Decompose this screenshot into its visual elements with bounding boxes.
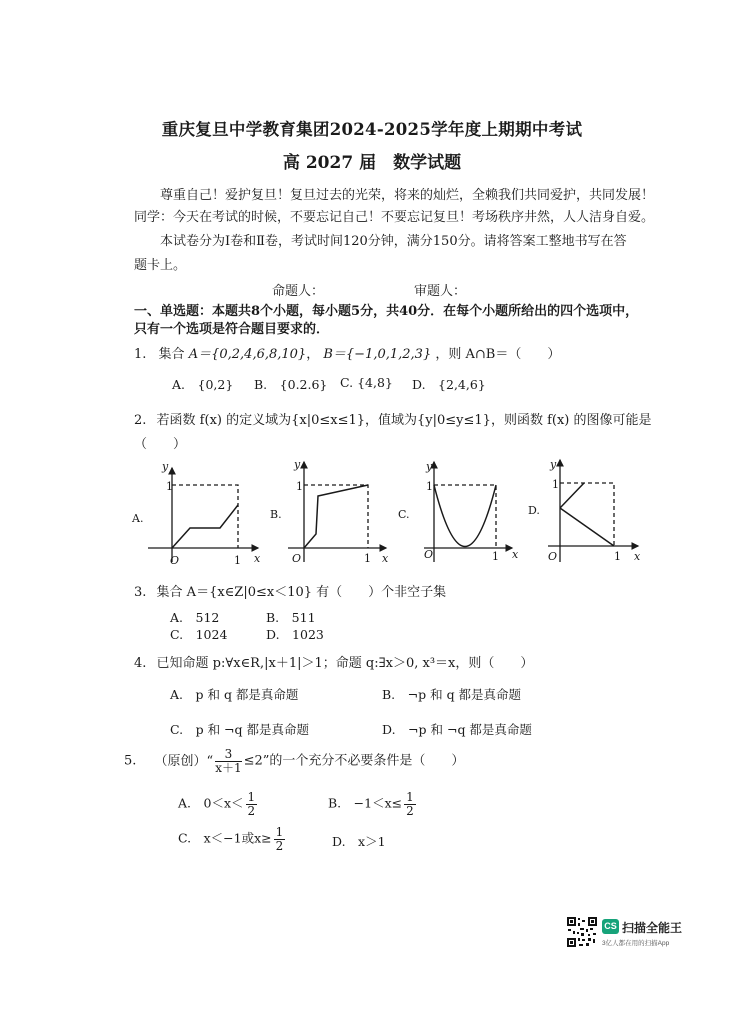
question-5-suffix: ≤2”的一个充分不必要条件是（ ） <box>243 753 465 769</box>
tick-label: 1 <box>614 550 621 563</box>
option-5b-text: B. −1＜x≤ <box>328 795 403 811</box>
scanner-tagline: 3亿人都在用的扫描App <box>602 940 670 947</box>
graph-c <box>424 462 512 562</box>
curve-b <box>304 485 368 548</box>
bound-box <box>304 485 368 548</box>
tick-label: 1 <box>234 554 241 567</box>
question-2-graphs <box>128 458 648 570</box>
question-2 <box>134 409 652 428</box>
curve-d-upper <box>560 483 584 508</box>
section-heading-line-2: 只有一个选项是符合题目要求的． <box>134 322 330 337</box>
graph-d-label: D. <box>528 504 540 517</box>
fraction <box>274 826 286 852</box>
tick-label: 1 <box>296 480 303 493</box>
question-5 <box>124 748 464 774</box>
fraction-denominator: x＋1 <box>215 760 242 775</box>
y-axis-label: y <box>426 460 433 473</box>
graph-b-label: B. <box>270 508 282 521</box>
option-1d: D. {2,4,6} <box>412 377 486 392</box>
intro-line-2: 同学：今天在考试的时候，不要忘记自己！不要忘记复旦！考场秩序井然，人人洁身自爱。 <box>134 210 655 225</box>
option-4d: D. ¬p 和 ¬q 都是真命题 <box>382 722 532 737</box>
setter-label: 命题人： <box>272 284 325 299</box>
question-3 <box>134 581 446 600</box>
origin-label: O <box>548 550 558 563</box>
question-4-text: 已知命题 p:∀x∈R,|x＋1|＞1；命题 q:∃x＞0, x³＝x，则（ ） <box>156 656 534 671</box>
exam-title: 重庆复旦中学教育集团2024-2025学年度上期期中考试 <box>161 120 583 139</box>
fraction <box>215 748 241 774</box>
graph-c-label: C. <box>398 508 410 521</box>
y-axis-label: y <box>162 460 169 473</box>
fraction <box>246 791 258 817</box>
graph-b <box>288 462 386 562</box>
option-3a: A. 512 <box>170 610 220 625</box>
question-2-text: 若函数 f(x) 的定义域为{x|0≤x≤1}，值域为{y|0≤y≤1}，则函数 f(x) 的图像可能是 <box>156 413 652 428</box>
question-1-ask: ，则 A∩B＝（ ） <box>435 347 561 362</box>
tick-label: 1 <box>166 480 173 493</box>
origin-label: O <box>170 554 180 567</box>
tick-label: 1 <box>492 550 499 563</box>
question-number: 1. <box>134 347 147 362</box>
question-1: 1. 集合 A＝{0,2,4,6,8,10}， B＝{−1,0,1,2,3} ，则 A∩B＝（ ） <box>134 347 561 362</box>
fraction-numerator: 3 <box>215 748 241 762</box>
question-3-text: 集合 A＝{x∈Z|0≤x＜10} 有（ ）个非空子集 <box>156 585 447 600</box>
x-axis-label: x <box>382 552 389 565</box>
option-5c-text: C. x＜−1或x≥ <box>178 830 272 846</box>
y-axis-label: y <box>294 458 301 471</box>
option-3b: B. 511 <box>266 610 316 625</box>
option-4a: A. p 和 q 都是真命题 <box>170 687 299 702</box>
question-4 <box>134 652 533 671</box>
option-5a <box>178 791 259 817</box>
graph-d <box>548 460 638 562</box>
option-5a-text: A. 0＜x＜ <box>178 795 244 811</box>
fraction-denominator: 2 <box>406 803 414 818</box>
graph-a <box>148 468 258 562</box>
tick-label: 1 <box>426 480 433 493</box>
fraction-denominator: 2 <box>275 838 284 853</box>
fraction-denominator: 2 <box>247 803 256 818</box>
option-1a: A. {0,2} <box>172 377 234 392</box>
x-axis-label: x <box>254 552 261 565</box>
question-1-label: 集合 <box>158 347 185 362</box>
logo-badge-text: CS <box>604 921 617 931</box>
graph-a-label: A. <box>132 512 144 525</box>
option-4c: C. p 和 ¬q 都是真命题 <box>170 722 309 737</box>
question-number: 3. <box>134 585 147 600</box>
fraction-numerator: 1 <box>247 790 256 804</box>
fraction-numerator: 1 <box>275 825 284 839</box>
intro-line-3: 本试卷分为Ⅰ卷和Ⅱ卷，考试时间120分钟，满分150分。请将答案工整地书写在答 <box>160 234 627 249</box>
fraction-numerator: 1 <box>406 790 414 804</box>
scanner-app-name: 扫描全能王 <box>622 921 683 935</box>
tick-label: 1 <box>364 552 371 565</box>
x-axis-label: x <box>512 548 519 561</box>
option-3d: D. 1023 <box>266 627 324 642</box>
option-1b: B. {0.2.6} <box>254 377 328 392</box>
camscanner-logo-icon <box>602 919 619 934</box>
question-1-set-a: A＝{0,2,4,6,8,10} <box>188 347 307 362</box>
question-number: 4. <box>134 656 147 671</box>
option-5c <box>178 826 287 852</box>
x-axis-label: x <box>634 550 641 563</box>
option-4b: B. ¬p 和 q 都是真命题 <box>382 687 522 702</box>
curve-a <box>172 505 238 548</box>
reviewer-label: 审题人： <box>414 284 467 299</box>
option-1c: C. {4,8} <box>340 375 393 390</box>
y-axis-label: y <box>550 458 557 471</box>
question-number: 5. <box>124 753 137 769</box>
question-number: 2. <box>134 413 147 428</box>
section-heading-line-1: 一、单选题：本题共8个小题，每小题5分，共40分．在每个小题所给出的四个选项中， <box>134 304 639 319</box>
qr-code-icon <box>566 916 598 948</box>
option-3c: C. 1024 <box>170 627 228 642</box>
question-2-paren: （ ） <box>134 437 187 452</box>
curve-c <box>434 485 496 547</box>
intro-line-1: 尊重自己！爱护复旦！复旦过去的光荣，将来的灿烂，全赖我们共同爱护，共同发展！ <box>160 188 655 203</box>
origin-label: O <box>424 548 434 561</box>
curve-d-lower <box>560 508 614 546</box>
option-5d: D. x＞1 <box>332 834 386 849</box>
exam-subtitle: 高 2027 届 数学试题 <box>282 153 462 173</box>
option-5b <box>328 791 418 817</box>
question-5-prefix: （原创）“ <box>154 753 214 769</box>
tick-label: 1 <box>552 478 559 491</box>
intro-line-4: 题卡上。 <box>134 258 187 273</box>
fraction <box>404 791 416 817</box>
question-1-set-b: B＝{−1,0,1,2,3} <box>323 347 432 362</box>
origin-label: O <box>292 552 302 565</box>
